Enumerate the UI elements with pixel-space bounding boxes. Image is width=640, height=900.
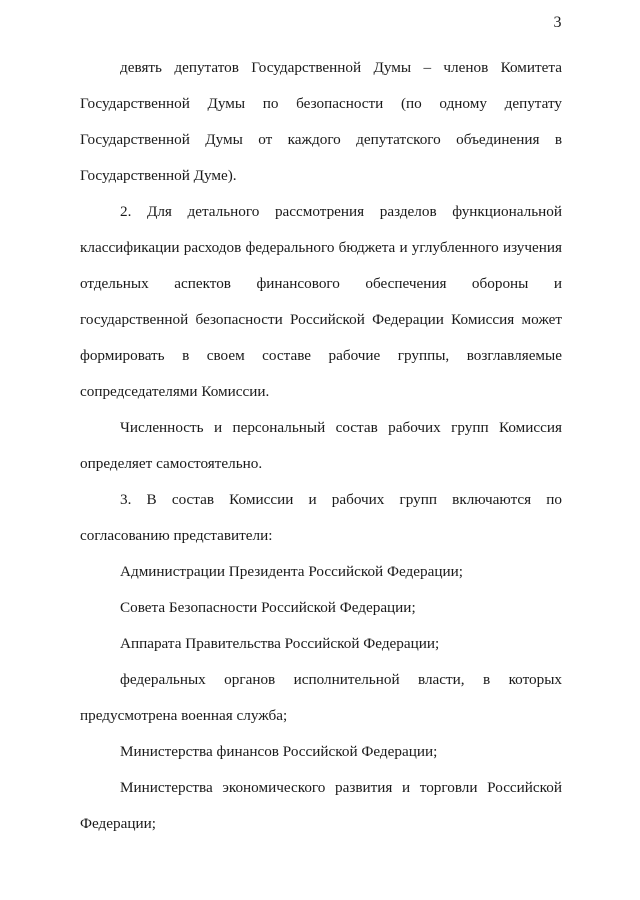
page-number: 3: [553, 14, 562, 31]
paragraph-working-group-composition: Численность и персональный состав рабочих групп Комиссия определяет самостоятельно.: [80, 419, 562, 472]
list-item-presidential-administration: Администрации Президента Российской Федерации;: [120, 563, 463, 580]
paragraph-duma-deputies: девять депутатов Государственной Думы – членов Комитета Государственной Думы по безопасности (по одному депутату Государственной Думы от каждого депутатского объединения в Государственной Думе).: [80, 59, 562, 184]
list-item-ministry-economic-development: Министерства экономического развития и торговли Российской Федерации;: [80, 779, 562, 832]
paragraph-3-representatives: 3. В состав Комиссии и рабочих групп включаются по согласованию представители:: [80, 491, 562, 544]
list-item-federal-executive-bodies: федеральных органов исполнительной власти, в которых предусмотрена военная служба;: [80, 671, 562, 724]
document-body: [80, 50, 562, 842]
list-item-ministry-of-finance: Министерства финансов Российской Федерации;: [120, 743, 438, 760]
list-item-security-council: Совета Безопасности Российской Федерации;: [120, 599, 416, 616]
paragraph-2-working-groups: 2. Для детального рассмотрения разделов функциональной классификации расходов федерального бюджета и углубленного изучения отдельных аспектов финансового обеспечения обороны и государственной безопасности Российской Федерации Комиссия может формировать в своем составе рабочие группы, возглавляемые сопредседателями Комиссии.: [80, 203, 562, 400]
list-item-government-apparatus: Аппарата Правительства Российской Федерации;: [120, 635, 440, 652]
